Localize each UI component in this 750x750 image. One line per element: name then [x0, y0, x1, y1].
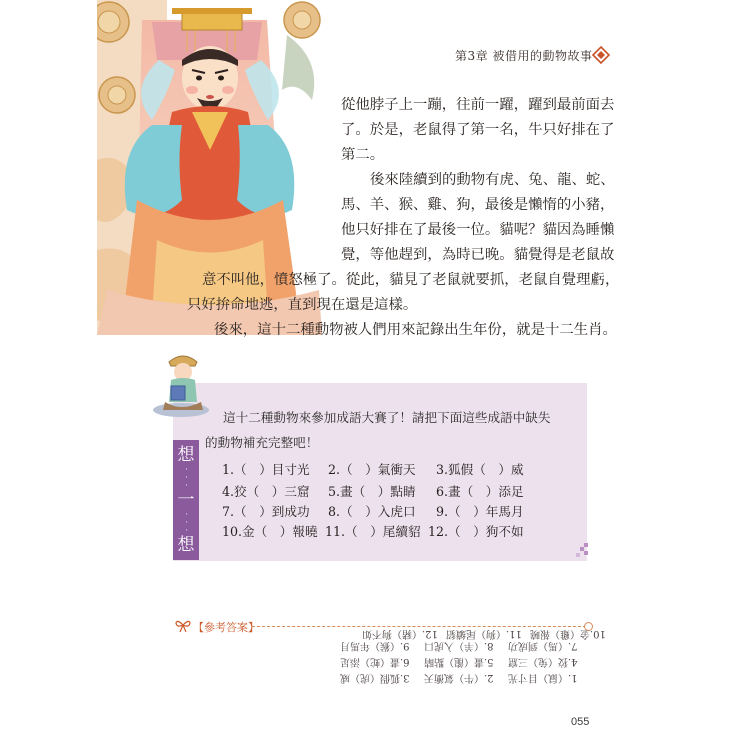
- answer-column: 1.（鼠）目寸光 4.狡（兔）三窟 7.（馬）到成功: [508, 640, 578, 683]
- answer-column: 2.（牛）氣衝天 5.畫（龍）點睛 8.（羊）入虎口: [424, 640, 494, 683]
- answer-column: 10.金（雞）報曉: [530, 628, 606, 639]
- question-item: 6.畫（ ）添足: [436, 484, 524, 499]
- story-line: 意不叫他，憤怒極了。從此，貓見了老鼠就要抓，老鼠自覺理虧，: [202, 272, 620, 288]
- chapter-header: 第3章 被借用的動物故事: [455, 49, 593, 63]
- story-line: 只好拚命地逃，直到現在還是這樣。: [187, 297, 418, 313]
- think-tab-label: 想 · · · 一 · · · 想: [177, 445, 195, 555]
- answer-column: 12.（豬）狗不如: [362, 628, 438, 639]
- answer-label: 【參考答案】: [193, 621, 259, 634]
- question-item: 1.（ ）目寸光: [222, 462, 310, 477]
- ornament-icon: [592, 46, 610, 64]
- question-item: 9.（ ）年馬月: [436, 504, 524, 519]
- story-line: 了。於是，老鼠得了第一名，牛只好排在了: [341, 122, 615, 138]
- think-intro: 這十二種動物來參加成語大賽了！請把下面這些成語中缺失 的動物補充完整吧！: [205, 410, 551, 450]
- question-item: 8.（ ）入虎口: [328, 504, 416, 519]
- question-item: 5.畫（ ）點睛: [328, 484, 416, 499]
- answer-column: 11.（狗）尾續貂: [446, 628, 522, 639]
- story-line: 第二。: [341, 147, 385, 163]
- bow-icon: [175, 617, 191, 633]
- story-line: 覺，等他趕到，為時已晚。貓覺得是老鼠故: [341, 247, 615, 263]
- story-line: 從他脖子上一蹦，往前一躍，躍到最前面去: [341, 97, 615, 113]
- page-number: 055: [571, 716, 590, 728]
- answers-upside-down: [340, 628, 606, 689]
- question-item: 7.（ ）到成功: [222, 504, 310, 519]
- story-line: 他只好排在了最後一位。貓呢？貓因為睡懶: [341, 222, 615, 238]
- question-item: 3.狐假（ ）威: [436, 462, 524, 477]
- question-item: 4.狡（ ）三窟: [222, 484, 310, 499]
- reading-child-illustration: [151, 350, 213, 418]
- question-item: 12.（ ）狗不如: [428, 524, 524, 539]
- question-item: 11.（ ）尾續貂: [325, 524, 421, 539]
- story-line: 後來陸續到的動物有虎、兔、龍、蛇、: [370, 172, 615, 188]
- question-item: 2.（ ）氣衝天: [328, 462, 416, 477]
- story-line: 後來，這十二種動物被人們用來記錄出生年份，就是十二生肖。: [214, 322, 617, 338]
- corner-decoration-icon: [576, 543, 590, 557]
- question-item: 10.金（ ）報曉: [222, 524, 318, 539]
- answer-column: 3.狐假（虎）威 6.畫（蛇）添足 9.（猴）年馬月: [340, 640, 410, 683]
- story-line: 馬、羊、猴、雞、狗，最後是懶惰的小豬，: [341, 197, 615, 213]
